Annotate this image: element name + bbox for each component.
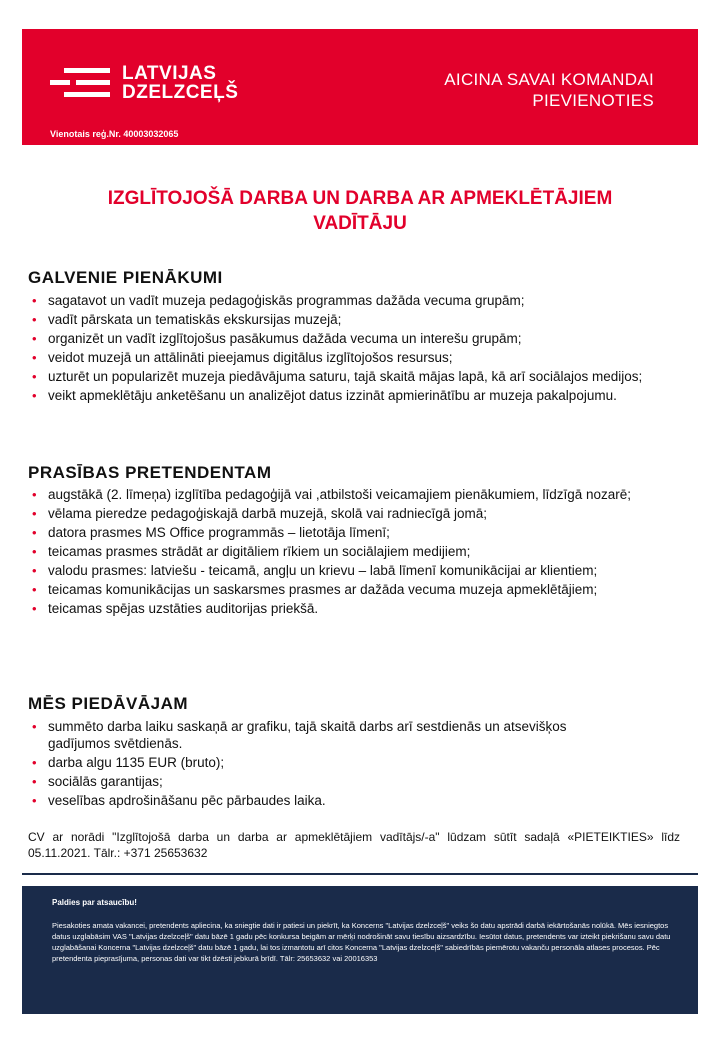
- duties-list: [28, 292, 668, 406]
- list-item: • vadīt pārskata un tematiskās ekskursijas muzejā;: [28, 311, 668, 328]
- logo-text: [122, 64, 238, 102]
- list-item: • sagatavot un vadīt muzeja pedagoģiskās programmas dažāda vecuma grupām;: [28, 292, 668, 309]
- list-item: • datora prasmes MS Office programmās – lietotāja līmenī;: [28, 524, 668, 541]
- footer-privacy-block: [22, 886, 698, 1014]
- list-item: • sociālās garantijas;: [28, 773, 588, 790]
- list-item: • teicamas prasmes strādāt ar digitāliem rīkiem un sociālajiem medijiem;: [28, 543, 668, 560]
- offer-heading: MĒS PIEDĀVĀJAM: [28, 694, 189, 713]
- list-item: • uzturēt un popularizēt muzeja piedāvājuma saturu, tajā skaitā mājas lapā, kā arī sociālajos medijos;: [28, 368, 668, 385]
- job-title: [28, 186, 692, 236]
- list-item: • augstākā (2. līmeņa) izglītība pedagoģijā vai ,atbilstoši veicamajiem pienākumiem, līdzīgā nozarē;: [28, 486, 668, 503]
- company-logo: [50, 56, 270, 116]
- footer-divider: [22, 873, 698, 875]
- logo-line-1: LATVIJAS: [122, 63, 217, 84]
- job-title-line-2: VADĪTĀJU: [313, 213, 407, 234]
- footer-thanks: Paldies par atsaucību!: [52, 898, 137, 907]
- registration-number: Vienotais reģ.Nr. 40003032065: [50, 129, 179, 139]
- tagline-line-2: PIEVIENOTIES: [532, 91, 654, 110]
- cv-instructions: CV ar norādi "Izglītojošā darba un darba ar apmeklētājiem vadītājs/-a" lūdzam sūtīt sadaļā «PIETEIKTIES» līdz 05.11.2021. Tālr.: +371 25653632: [28, 830, 680, 860]
- privacy-notice: Piesakoties amata vakancei, pretendents apliecina, ka sniegtie dati ir patiesi un piekrīt, ka Koncerns "Latvijas dzelzceļš" veiks šo datu apstrādi darbā iekārtošanās nolūkā. Mēs iesniegtos datus uzglabāsim VAS "Latvijas dzelzceļš" datu bāzē 1 gadu pēc konkursa beigām ar mērķi nodrošināt savu tiesību aizsardzību. Iesūtot datus, pretendents var izteikt piekrišanu savu datu uzglabāšanai Koncerna "Latvijas dzelzceļš" datu bāzē 1 gadu, lai tos izmantotu arī citos Koncerna "Latvijas dzelzceļš" sabiedrībās piemērotu vakanču personāla atlases procesos. Pēc pretendenta pieprasījuma, personas dati var tikt dzēsti jebkurā brīdī. Tālr: 25653632 vai 20016353: [52, 921, 671, 963]
- duties-heading: GALVENIE PIENĀKUMI: [28, 268, 223, 287]
- offer-list: [28, 718, 588, 811]
- list-item: • veidot muzejā un attālināti pieejamus digitālus izglītojošos resursus;: [28, 349, 668, 366]
- tagline-line-1: AICINA SAVAI KOMANDAI: [444, 70, 654, 89]
- requirements-list: [28, 486, 668, 619]
- list-item: • teicamas spējas uzstāties auditorijas priekšā.: [28, 600, 668, 617]
- list-item: • summēto darba laiku saskaņā ar grafiku, tajā skaitā darbs arī sestdienās un atsevišķos gadījumos svētdienās.: [28, 718, 588, 752]
- tagline: [444, 69, 654, 111]
- list-item: • darba algu 1135 EUR (bruto);: [28, 754, 588, 771]
- list-item: • vēlama pieredze pedagoģiskajā darbā muzejā, skolā vai radniecīgā jomā;: [28, 505, 668, 522]
- list-item: • organizēt un vadīt izglītojošus pasākumus dažāda vecuma un interešu grupām;: [28, 330, 668, 347]
- list-item: • veselības apdrošināšanu pēc pārbaudes laika.: [28, 792, 588, 809]
- requirements-heading: PRASĪBAS PRETENDENTAM: [28, 463, 272, 482]
- job-title-line-1: IZGLĪTOJOŠĀ DARBA UN DARBA AR APMEKLĒTĀJIEM: [107, 188, 613, 209]
- list-item: • veikt apmeklētāju anketēšanu un analizējot datus izzināt apmierinātību ar muzeja pakalpojumu.: [28, 387, 668, 404]
- list-item: • teicamas komunikācijas un saskarsmes prasmes ar dažāda vecuma muzeja apmeklētājiem;: [28, 581, 668, 598]
- logo-line-2: DZELZCEĻŠ: [122, 82, 239, 103]
- list-item: • valodu prasmes: latviešu - teicamā, angļu un krievu – labā līmenī komunikācijai ar klientiem;: [28, 562, 668, 579]
- header-banner: [22, 29, 698, 145]
- logo-bars-icon: [50, 58, 110, 114]
